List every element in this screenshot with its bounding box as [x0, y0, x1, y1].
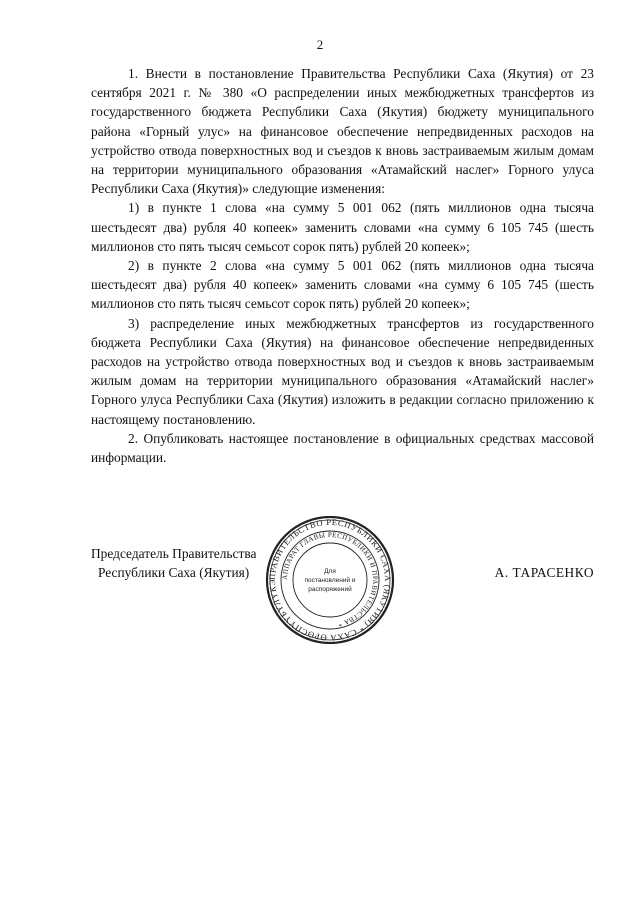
seal-outer-text: ПРАВИТЕЛЬСТВО РЕСПУБЛИКИ САХА (ЯКУТИЯ) * САХА ӨРӨСПҮҮБҮЛҮКЭ	[266, 516, 394, 644]
paragraph-item-1: 1) в пункте 1 слова «на сумму 5 001 062 (пять миллионов одна тысяча шестьдесят два) рубля 40 копеек» заменить словами «на сумму 6 105 745 (шесть миллионов сто пять тысяч семьсот сорок пять) рублей 20 копеек»;	[91, 200, 594, 254]
seal-stamp-graphic	[258, 516, 402, 644]
document-body	[91, 64, 594, 467]
paragraph-item-3: 3) распределение иных межбюджетных трансфертов из государственного бюджета Республики Саха (Якутия) на финансовое обеспечение непредвиденных расходов на устройство отвода поверхностных вод и съездов к вновь застраиваемым жилым домам на территории муниципального образования «Атамайский наслег» Горного улуса Республики Саха (Якутия) изложить в редакции согласно приложению к настоящему постановлению.	[91, 315, 594, 427]
seal-center-line-3: распоряжений	[308, 586, 352, 593]
paragraph-item-2: 2) в пункте 2 слова «на сумму 5 001 062 (пять миллионов одна тысяча шестьдесят два) рубля 40 копеек» заменить словами «на сумму 6 105 745 (шесть миллионов сто пять тысяч семьсот сорок пять) рублей 20 копеек»;	[91, 258, 594, 312]
seal-center-line-1: Для	[324, 568, 336, 575]
page-number: 2	[316, 37, 324, 52]
paragraph-2: 2. Опубликовать настоящее постановление в официальных средствах массовой информации.	[91, 430, 594, 466]
official-seal	[258, 516, 402, 644]
seal-center-line-2: постановлений и	[304, 577, 356, 584]
paragraph-1: 1. Внести в постановление Правительства Республики Саха (Якутия) от 23 сентября 2021 г. № 380 «О распределении иных межбюджетных трансфертов из государственного бюджета Республики Саха (Якутия) бюджету муниципального района «Горный улус» на финансовое обеспечение непредвиденных расходов на устройство отвода поверхностных вод и съездов к вновь застраиваемым жилым домам на территории муниципального образования «Атамайский наслег» Горного улуса Республики Саха (Якутия)» следующие изменения:	[91, 66, 594, 197]
signatory-title-line-1: Председатель Правительства	[91, 546, 257, 561]
seal-inner-text: АППАРАТ ГЛАВЫ РЕСПУБЛИКИ И ПРАВИТЕЛЬСТВА *	[280, 530, 380, 629]
signatory-name: А. ТАРАСЕНКО	[494, 565, 594, 580]
signatory-title-line-2: Республики Саха (Якутия)	[98, 565, 250, 581]
signatory-title	[91, 544, 256, 582]
